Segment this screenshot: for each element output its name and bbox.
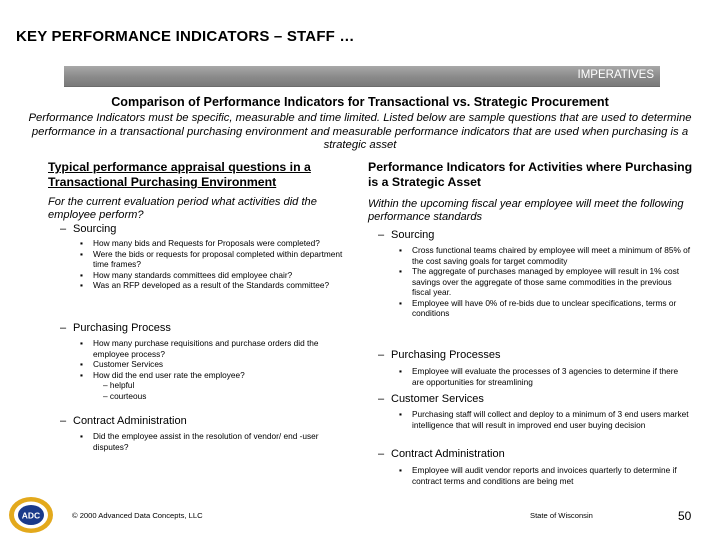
list-item: ▪ Customer Services <box>80 359 164 369</box>
list-item: ▪ How did the end user rate the employee? <box>80 369 245 380</box>
right-section-contract-administration: – Contract Administration <box>378 448 505 460</box>
page-number: 50 <box>678 509 692 523</box>
list-item: ▪ Employee will evaluate the processes of 3 agencies to determine if there are opportunities for streamlining <box>399 366 679 387</box>
right-customer-list <box>396 409 692 430</box>
list-item: ▪ How many standards committees did employee chair? <box>80 269 293 280</box>
left-question: For the current evaluation period what activities did the employee perform? <box>48 196 317 221</box>
list-item: ▪ Purchasing staff will collect and deploy to a minimum of 3 end users market intelligence that will result in improved end user buying decision <box>399 409 689 430</box>
list-item: ▪ Employee will audit vendor reports and invoices quarterly to determine if contract terms and conditions are being met <box>399 465 677 486</box>
list-item: ▪ Cross functional teams chaired by employee will meet a minimum of 85% of the cost saving goals for target commodity <box>399 245 691 266</box>
right-section-customer-services: – Customer Services <box>378 393 484 405</box>
list-item: ▪ Did the employee assist in the resolution of vendor/ end -user disputes? <box>80 431 319 452</box>
list-item: ▪ How many bids and Requests for Proposals were completed? <box>80 238 320 248</box>
left-contract-list <box>77 431 349 452</box>
right-purchasing-list <box>396 366 692 387</box>
right-column-heading: Performance Indicators for Activities where Purchasing is a Strategic Asset <box>368 160 693 189</box>
left-purchasing-list <box>77 338 349 401</box>
right-section-sourcing: – Sourcing <box>378 229 435 241</box>
list-item: ▪ Were the bids or requests for proposal completed within department time frames? <box>80 248 343 269</box>
imperatives-label: IMPERATIVES <box>577 69 654 81</box>
intro-paragraph: Performance Indicators must be specific, measurable and time limited. Listed below are sample questions that are used to determine performance in a transactional purchasing environment and measurable performance indicators that are used when purchasing is a strategic asset <box>28 112 692 151</box>
list-item: ▪ Was an RFP developed as a result of the Standards committee? <box>80 280 330 290</box>
right-sourcing-list <box>396 245 692 319</box>
left-section-sourcing: – Sourcing <box>60 223 117 235</box>
logo-text: ADC <box>21 510 41 521</box>
comparison-subtitle: Comparison of Performance Indicators for Transactional vs. Strategic Procurement <box>111 95 609 109</box>
imperatives-band <box>64 66 660 87</box>
footer-state: State of Wisconsin <box>530 511 593 520</box>
sub-item: – courteous <box>103 390 147 401</box>
left-section-purchasing-process: – Purchasing Process <box>60 322 171 334</box>
footer-copyright: © 2000 Advanced Data Concepts, LLC <box>72 511 203 520</box>
list-item: ▪ How many purchase requisitions and purchase orders did the employee process? <box>80 338 319 359</box>
list-item: ▪ Employee will have 0% of re-bids due to unclear specifications, terms or conditions <box>399 297 677 318</box>
left-section-contract-administration: – Contract Administration <box>60 415 187 427</box>
sub-item: – helpful <box>103 380 135 390</box>
adc-logo <box>6 494 56 536</box>
left-column-heading: Typical performance appraisal questions in a Transactional Purchasing Environment <box>48 160 311 189</box>
right-section-purchasing-processes: – Purchasing Processes <box>378 349 501 361</box>
list-item: ▪ The aggregate of purchases managed by employee will result in 1% cost savings over the aggregate of those same commodities in the previous fiscal year. <box>399 266 680 297</box>
slide-title: KEY PERFORMANCE INDICATORS – STAFF … <box>16 28 355 45</box>
left-sourcing-list <box>77 238 349 291</box>
right-question: Within the upcoming fiscal year employee will meet the following performance standards <box>368 198 684 223</box>
right-contract-list <box>396 465 692 486</box>
